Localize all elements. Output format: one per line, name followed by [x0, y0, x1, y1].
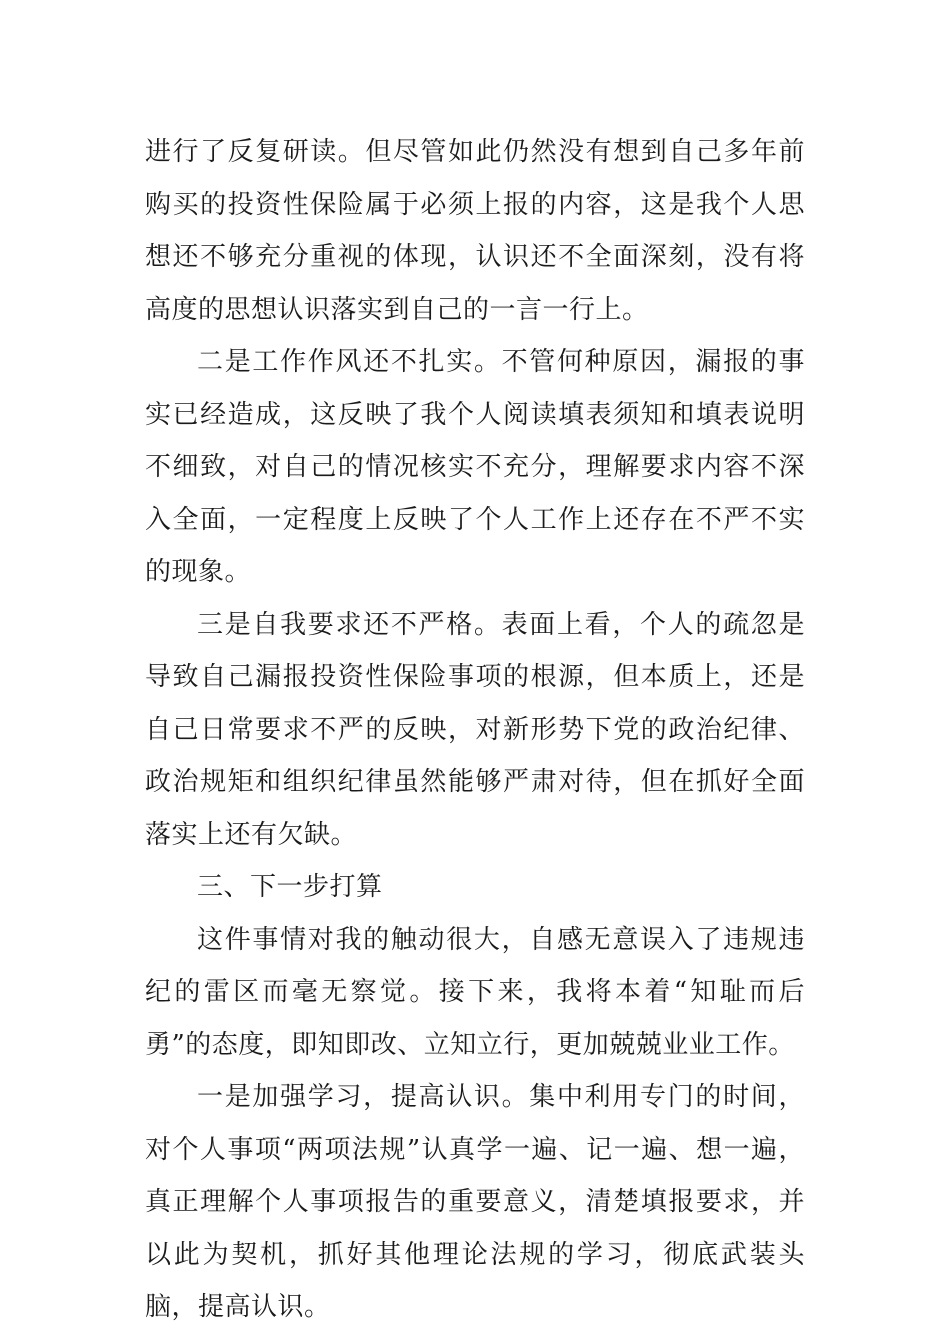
paragraph-strengthen-study: 一是加强学习，提高认识。集中利用专门的时间，对个人事项“两项法规”认真学一遍、记一遍、想一遍，真正理解个人事项报告的重要意义，清楚填报要求，并以此为契机，抓好其他理论法规的学习，彻底武装头脑，提高认识。 — [145, 1082, 805, 1322]
document-body — [145, 126, 805, 1334]
paragraph-continuation: 进行了反复研读。但尽管如此仍然没有想到自己多年前购买的投资性保险属于必须上报的内容，这是我个人思想还不够充分重视的体现，认识还不全面深刻，没有将高度的思想认识落实到自己的一言一行上。 — [145, 137, 805, 325]
section-heading-next-steps: 三、下一步打算 — [197, 872, 383, 902]
paragraph-work-style: 二是工作作风还不扎实。不管何种原因，漏报的事实已经造成，这反映了我个人阅读填表须知和填表说明不细致，对自己的情况核实不充分，理解要求内容不深入全面，一定程度上反映了个人工作上还存在不严不实的现象。 — [145, 347, 805, 587]
paragraph-self-requirement: 三是自我要求还不严格。表面上看，个人的疏忽是导致自己漏报投资性保险事项的根源，但本质上，还是自己日常要求不严的反映，对新形势下党的政治纪律、政治规矩和组织纪律虽然能够严肃对待，但在抓好全面落实上还有欠缺。 — [145, 609, 805, 850]
paragraph-next-steps-intro: 这件事情对我的触动很大，自感无意误入了违规违纪的雷区而毫无察觉。接下来，我将本着“知耻而后勇”的态度，即知即改、立知立行，更加兢兢业业工作。 — [145, 924, 805, 1060]
